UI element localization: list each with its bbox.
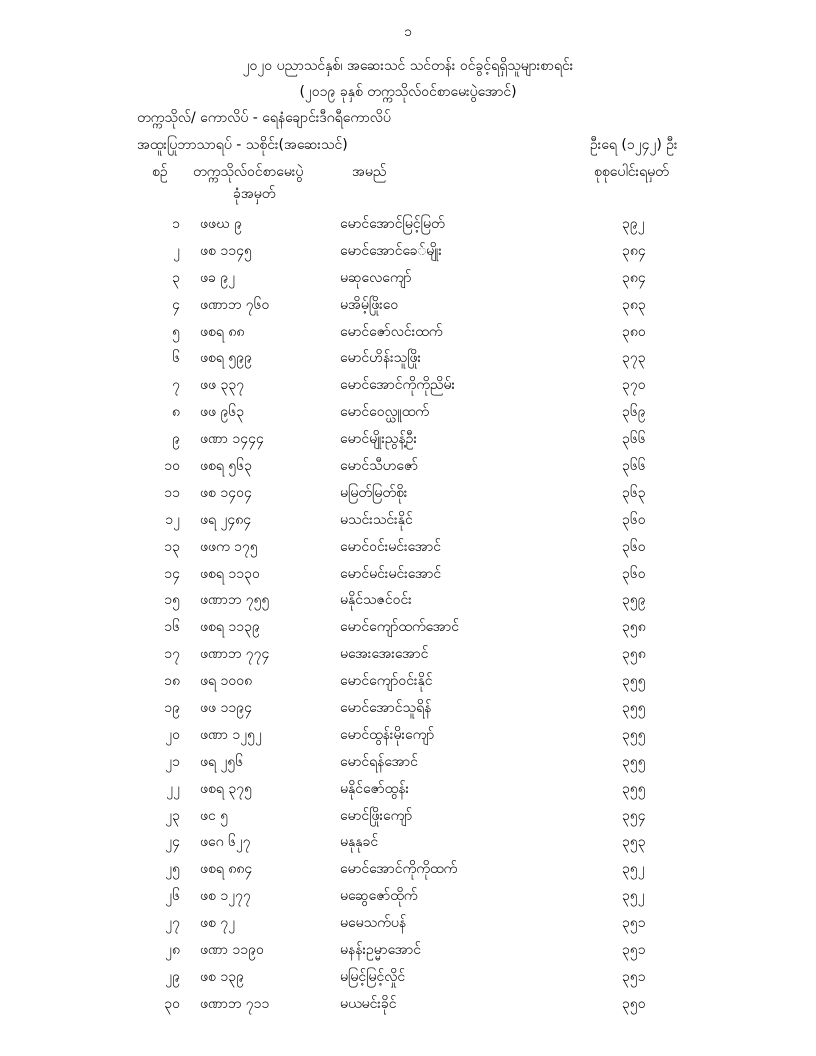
row-number: ၂၉ — [165, 968, 180, 985]
table-row — [0, 560, 816, 587]
row-name: မအေးအေးအောင် — [340, 646, 429, 663]
row-number: ၂၄ — [165, 834, 180, 851]
row-name: မယမင်းခိုင် — [340, 995, 397, 1012]
table-row — [0, 237, 816, 264]
row-number: ၁၅ — [164, 592, 180, 609]
row-number: ၁၀ — [164, 458, 180, 475]
row-name: မသင်းသင်းနိုင် — [340, 511, 413, 528]
row-number: ၃၀ — [164, 995, 180, 1012]
row-number: ၂၁ — [165, 753, 180, 770]
row-marks: ၃၅၃ — [622, 834, 646, 851]
row-number: ၂၂ — [166, 780, 180, 797]
row-name: မမြတ်မြတ်စိုး — [340, 484, 408, 501]
row-number: ၁၉ — [164, 700, 180, 717]
row-number: ၂၇ — [165, 915, 180, 932]
header-no: စဉ် — [152, 164, 168, 180]
row-name: မောင်အောင်ကိုကိုထက် — [340, 861, 458, 878]
table-row — [0, 371, 816, 398]
header-roll-line2: ခုံအမှတ် — [233, 186, 276, 202]
count-line: ဦးရေ (၁၂၄၂) ဦး — [590, 137, 678, 153]
row-name: မောင်အောင်ခေ်မျိုး — [340, 242, 442, 259]
row-name: မောင်ထွန်းမိုးကျော် — [340, 726, 435, 743]
row-name: မောင်ဝင်းမင်းအောင် — [340, 538, 442, 555]
school-line: တက္ကသိုလ်/ ကောလိပ် - ရေနံချောင်းဒီဂရီကောလိပ် — [137, 110, 391, 126]
header-roll: တက္ကသိုလ်ဝင်စာမေးပွဲ — [193, 164, 304, 180]
row-number: ၁၂ — [165, 511, 180, 528]
row-number: ၂၈ — [165, 942, 180, 959]
row-number: ၁၆ — [164, 619, 180, 636]
row-marks: ၃၅၅ — [622, 673, 646, 690]
table-row — [0, 748, 816, 775]
row-marks: ၃၅၀ — [622, 995, 646, 1012]
row-marks: ၃၅၁ — [622, 968, 646, 985]
row-marks: ၃၆၆ — [622, 431, 646, 448]
row-name: မောင်ဖြိုးကျော် — [340, 807, 413, 824]
row-roll-number: ဖဖ ၃၃၇ — [200, 377, 245, 394]
header-marks: စုစုပေါင်းရမှတ် — [594, 164, 669, 180]
row-number: ၁၇ — [164, 646, 180, 663]
row-marks: ၃၅၂ — [622, 888, 645, 905]
row-marks: ၃၆၉ — [622, 404, 646, 421]
row-number: ၈ — [172, 404, 180, 421]
page-number: ၁ — [404, 24, 412, 40]
row-roll-number: ဖဖ ၉၆၃ — [200, 404, 245, 421]
row-marks: ၃၈၃ — [622, 296, 646, 313]
table-row — [0, 909, 816, 936]
table-row — [0, 479, 816, 506]
document-title: ၂၀၂၀ ပညာသင်နှစ်၊ အဆေးသင် သင်တန်း ဝင်ခွင့်ရရှိသူများစာရင်း — [242, 58, 574, 74]
row-roll-number: ဖဏာ ၁၄၄၄ — [200, 431, 264, 448]
document-subtitle: (၂၀၁၉ ခုနှစ် တက္ကသိုလ်ဝင်စာမေးပွဲအောင်) — [299, 84, 517, 100]
table-row — [0, 667, 816, 694]
row-roll-number: ဖစ ၇၂ — [200, 915, 236, 932]
row-marks: ၃၆၀ — [622, 511, 646, 528]
row-roll-number: ဖဏာဘ ၇၇၄ — [200, 646, 270, 663]
row-roll-number: ဖရ ၁၀၀၈ — [200, 673, 253, 690]
table-row — [0, 828, 816, 855]
row-name: မောင်အောင်သူရိန် — [340, 700, 432, 717]
row-marks: ၃၅၈ — [622, 646, 646, 663]
row-name: မအိမ့်ဖြိုးဝေ — [340, 296, 399, 313]
row-name: မောင်ဇော်လင်းထက် — [340, 323, 443, 340]
row-name: မဆွေဇော်ထိုက် — [340, 888, 418, 905]
row-roll-number: ဖဖ ၁၁၉၄ — [200, 700, 252, 717]
row-marks: ၃၅၁ — [622, 915, 646, 932]
table-row — [0, 613, 816, 640]
table-row — [0, 990, 816, 1017]
results-list — [0, 210, 816, 1017]
row-roll-number: ဖဏာဘ ၇၆၀ — [200, 296, 270, 313]
table-row — [0, 936, 816, 963]
table-row — [0, 882, 816, 909]
row-marks: ၃၇၃ — [622, 350, 646, 367]
table-row — [0, 398, 816, 425]
row-marks: ၃၅၁ — [622, 942, 646, 959]
table-row — [0, 802, 816, 829]
row-roll-number: ဖစရ ၅၉၉ — [200, 350, 252, 367]
table-row — [0, 640, 816, 667]
row-roll-number: ဖဏာ ၁၂၅၂ — [200, 726, 262, 743]
row-roll-number: ဖစ ၁၄၀၄ — [200, 484, 252, 501]
row-name: မောင်သီဟဇော် — [340, 458, 419, 475]
row-marks: ၃၅၅ — [622, 726, 646, 743]
row-name: မဆုလေကျော် — [340, 269, 412, 286]
table-row — [0, 264, 816, 291]
row-marks: ၃၅၂ — [622, 861, 645, 878]
row-marks: ၃၆၀ — [622, 565, 646, 582]
row-marks: ၃၅၅ — [622, 753, 646, 770]
row-number: ၂ — [173, 242, 180, 259]
header-name: အမည် — [352, 164, 387, 180]
row-roll-number: ဖဏာဘ ၇၅၅ — [200, 592, 270, 609]
row-roll-number: ဖဏာဘ ၇၁၁ — [200, 995, 270, 1012]
table-row — [0, 721, 816, 748]
table-row — [0, 533, 816, 560]
table-row — [0, 963, 816, 990]
row-roll-number: ဖစရ ၁၁၃၉ — [200, 619, 260, 636]
row-number: ၃ — [172, 269, 180, 286]
table-row — [0, 452, 816, 479]
row-name: မနိုင်သဇင်ဝင်း — [340, 592, 412, 609]
row-number: ၁၃ — [164, 538, 180, 555]
row-name: မောင်အောင်ကိုကိုညိမ်း — [340, 377, 456, 394]
row-roll-number: ဖစရ ၈၈၄ — [200, 861, 253, 878]
row-roll-number: ဖစ ၁၃၉ — [200, 968, 244, 985]
row-name: မမြင့်မြင့်လှိုင် — [340, 968, 406, 985]
subject-line: အထူးပြုဘာသာရပ် - သစိုင်း(အဆေးသင်) — [137, 137, 348, 153]
row-name: မနန်းဥမ္မာအောင် — [340, 942, 421, 959]
row-marks: ၃၅၄ — [622, 807, 646, 824]
row-roll-number: ဖဖက ၁၇၅ — [200, 538, 258, 555]
table-row — [0, 291, 816, 318]
row-number: ၂၆ — [165, 888, 180, 905]
row-name: မနုနုခင် — [340, 834, 379, 851]
row-roll-number: ဖစ ၁၂၇၇ — [200, 888, 251, 905]
row-name: မမေသက်ပန် — [340, 915, 407, 932]
table-row — [0, 344, 816, 371]
row-number: ၉ — [172, 431, 180, 448]
row-name: မောင်ဟိန်းသူဖြိုး — [340, 350, 422, 367]
row-roll-number: ဖဖဃ ၉ — [200, 216, 242, 232]
row-roll-number: ဖရ ၂၅၆ — [200, 753, 244, 770]
row-roll-number: ဖဏာ ၁၁၉၀ — [200, 942, 264, 959]
row-marks: ၃၇၀ — [622, 377, 646, 394]
row-marks: ၃၈၀ — [622, 323, 646, 340]
row-marks: ၃၅၅ — [622, 700, 646, 717]
row-marks: ၃၆၃ — [622, 484, 646, 501]
row-number: ၄ — [172, 296, 180, 313]
row-roll-number: ဖစရ ၈၈ — [200, 323, 245, 340]
table-row — [0, 210, 816, 237]
row-name: မောင်မင်းမင်းအောင် — [340, 565, 442, 582]
row-number: ၅ — [172, 323, 180, 340]
row-roll-number: ဖစရ ၅၆၃ — [200, 458, 252, 475]
row-marks: ၃၈၄ — [622, 242, 646, 259]
row-roll-number: ဖရ ၂၄၈၄ — [200, 511, 252, 528]
table-row — [0, 425, 816, 452]
table-row — [0, 855, 816, 882]
row-roll-number: ဖခ ၉၂ — [200, 269, 236, 286]
row-roll-number: ဖစရ ၃၇၅ — [200, 780, 252, 797]
row-number: ၁ — [172, 216, 180, 232]
row-number: ၆ — [172, 350, 180, 367]
row-marks: ၃၉၂ — [622, 216, 645, 232]
table-row — [0, 506, 816, 533]
row-number: ၂၅ — [165, 861, 180, 878]
row-number: ၁၈ — [164, 673, 180, 690]
row-number: ၂၀ — [165, 726, 180, 743]
table-row — [0, 586, 816, 613]
row-number: ၁၄ — [164, 565, 180, 582]
row-marks: ၃၆၆ — [622, 458, 646, 475]
row-name: မောင်အောင်မြင့်မြတ် — [340, 216, 445, 232]
row-number: ၂၃ — [165, 807, 180, 824]
table-row — [0, 318, 816, 345]
row-name: မောင်ဝေလ္ယူထက် — [340, 404, 429, 421]
row-name: မောင်ရန်အောင် — [340, 753, 418, 770]
row-marks: ၃၅၉ — [622, 592, 646, 609]
row-number: ၇ — [172, 377, 180, 394]
row-name: မနိုင်ဇော်ထွန်း — [340, 780, 410, 797]
row-marks: ၃၅၈ — [622, 619, 646, 636]
table-row — [0, 694, 816, 721]
row-roll-number: ဖဂေ ၆၂၇ — [200, 834, 251, 851]
table-row — [0, 775, 816, 802]
row-name: မောင်ကျော်ထက်အောင် — [340, 619, 460, 636]
row-name: မောင်ကျော်ဝင်းနိုင် — [340, 673, 433, 690]
row-marks: ၃၅၅ — [622, 780, 646, 797]
row-marks: ၃၈၄ — [622, 269, 646, 286]
row-name: မောင်မျိုးညွန့်ဦး — [340, 431, 417, 448]
row-number: ၁၁ — [164, 484, 180, 501]
row-marks: ၃၆၀ — [622, 538, 646, 555]
row-roll-number: ဖစရ ၁၁၃၀ — [200, 565, 260, 582]
row-roll-number: ဖစ ၁၁၄၅ — [200, 242, 252, 259]
row-roll-number: ဖင ၅ — [200, 807, 229, 824]
